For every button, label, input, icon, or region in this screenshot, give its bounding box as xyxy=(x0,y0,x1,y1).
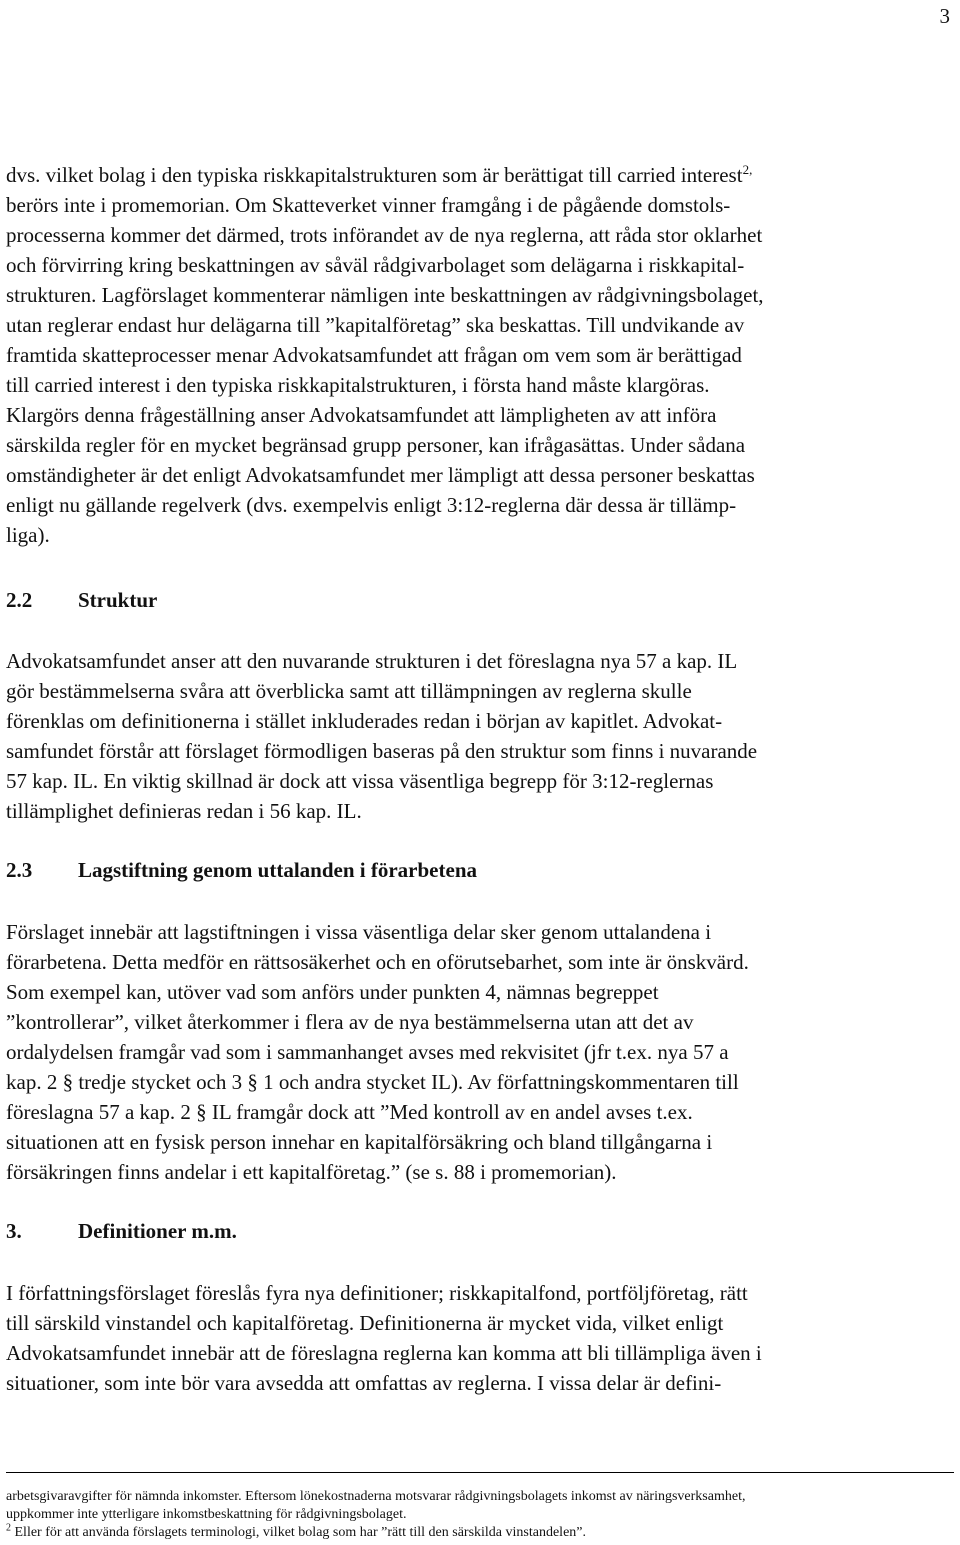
text-line: föreslagna 57 a kap. 2 § IL framgår dock att ”Med kontroll av en andel avses t.ex. xyxy=(6,1100,693,1124)
section-number: 2.3 xyxy=(6,858,33,882)
text-line: ”kontrollerar”, vilket återkommer i flera av de nya bestämmelserna utan att det av xyxy=(6,1010,694,1034)
text-line: kap. 2 § tredje stycket och 3 § 1 och andra stycket IL). Av författningskommentaren till xyxy=(6,1070,739,1094)
footnote-2 xyxy=(6,1524,586,1542)
footnote-divider xyxy=(6,1472,954,1473)
section-heading-2-2 xyxy=(6,588,157,613)
text-line: framtida skatteprocesser menar Advokatsamfundet att frågan om vem som är berättigad xyxy=(6,343,742,367)
section-heading-3 xyxy=(6,1219,237,1244)
text-line: liga). xyxy=(6,523,50,547)
text-line: Som exempel kan, utöver vad som anförs under punkten 4, nämnas begreppet xyxy=(6,980,659,1004)
text-line: försäkringen finns andelar i ett kapitalföretag.” (se s. 88 i promemorian). xyxy=(6,1160,617,1184)
section-title: Struktur xyxy=(78,588,158,612)
section-heading-2-3 xyxy=(6,858,477,883)
text-line: förarbetena. Detta medför en rättsosäkerhet och en oförutsebarhet, som inte är önskvärd. xyxy=(6,950,749,974)
text-line: strukturen. Lagförslaget kommenterar nämligen inte beskattningen av rådgivningsbolaget, xyxy=(6,283,764,307)
text-line: Advokatsamfundet anser att den nuvarande strukturen i det föreslagna nya 57 a kap. IL xyxy=(6,649,738,673)
text-line: utan reglerar endast hur delägarna till ”kapitalföretag” ska beskattas. Till undvikande av xyxy=(6,313,745,337)
text-line: särskilda regler för en mycket begränsad grupp personer, kan ifrågasättas. Under sådana xyxy=(6,433,746,457)
section-number: 2.2 xyxy=(6,588,33,612)
footnote-text: Eller för att använda förslagets terminologi, vilket bolag som har ”rätt till den särskilda vinstandelen”. xyxy=(11,1525,586,1540)
text-line: ordalydelsen framgår vad som i sammanhanget avses med rekvisitet (jfr t.ex. nya 57 a xyxy=(6,1040,729,1064)
text-line: situationen att en fysisk person innehar en kapitalförsäkring och bland tillgångarna i xyxy=(6,1130,713,1154)
footnote-ref-2: 2, xyxy=(742,162,753,177)
text-line: processerna kommer det därmed, trots införandet av de nya reglerna, att råda stor oklarhet xyxy=(6,223,763,247)
text-line: omständigheter är det enligt Advokatsamfundet mer lämpligt att dessa personer beskattas xyxy=(6,463,755,487)
text-line: tillämplighet definieras redan i 56 kap. IL. xyxy=(6,799,362,823)
text-line: situationer, som inte bör vara avsedda att omfattas av reglerna. I vissa delar är defini- xyxy=(6,1371,722,1395)
text-line: berörs inte i promemorian. Om Skatteverket vinner framgång i de pågående domstols- xyxy=(6,193,731,217)
text-line: samfundet förstår att förslaget förmodligen baseras på den struktur som finns i nuvarande xyxy=(6,739,758,763)
text-line: Advokatsamfundet innebär att de föreslagna reglerna kan komma att bli tillämpliga även i xyxy=(6,1341,762,1365)
text-line: till carried interest i den typiska riskkapitalstrukturen, i första hand måste klargöras. xyxy=(6,373,710,397)
text-line: 57 kap. IL. En viktig skillnad är dock att vissa väsentliga begrepp för 3:12-reglernas xyxy=(6,769,714,793)
text-line: till särskild vinstandel och kapitalföretag. Definitionerna är mycket vida, vilket enligt xyxy=(6,1311,724,1335)
text-line: och förvirring kring beskattningen av såväl rådgivarbolaget som delägarna i riskkapital- xyxy=(6,253,745,277)
section-title: Lagstiftning genom uttalanden i förarbetena xyxy=(78,858,477,882)
text-line: dvs. vilket bolag i den typiska riskkapitalstrukturen som är berättigat till carried interest$^{2,}$ xyxy=(6,162,753,187)
text-line: I författningsförslaget föreslås fyra nya definitioner; riskkapitalfond, portföljföretag, rätt xyxy=(6,1281,748,1305)
text-line: enligt nu gällande regelverk (dvs. exempelvis enligt 3:12-reglerna där dessa är tillämp- xyxy=(6,493,737,517)
section-number: 3. xyxy=(6,1219,22,1243)
footnote-continuation: arbetsgivaravgifter för nämnda inkomster. Eftersom lönekostnaderna motsvarar rådgivningsbolagets inkomst av näringsverksamhet, xyxy=(6,1489,746,1504)
text-line: gör bestämmelserna svåra att överblicka samt att tillämpningen av reglerna skulle xyxy=(6,679,692,703)
footnote-continuation: uppkommer inte ytterligare inkomstbeskattning för rådgivningsbolaget. xyxy=(6,1507,407,1522)
page-number: 3 xyxy=(939,4,950,28)
text-line: Förslaget innebär att lagstiftningen i vissa väsentliga delar sker genom uttalandena i xyxy=(6,920,712,944)
text-line: Klargörs denna frågeställning anser Advokatsamfundet att lämpligheten av att införa xyxy=(6,403,717,427)
section-title: Definitioner m.m. xyxy=(78,1219,237,1243)
text-line: förenklas om definitionerna i stället inkluderades redan i början av kapitlet. Advokat- xyxy=(6,709,723,733)
footnote-marker: 2 xyxy=(6,1522,11,1534)
